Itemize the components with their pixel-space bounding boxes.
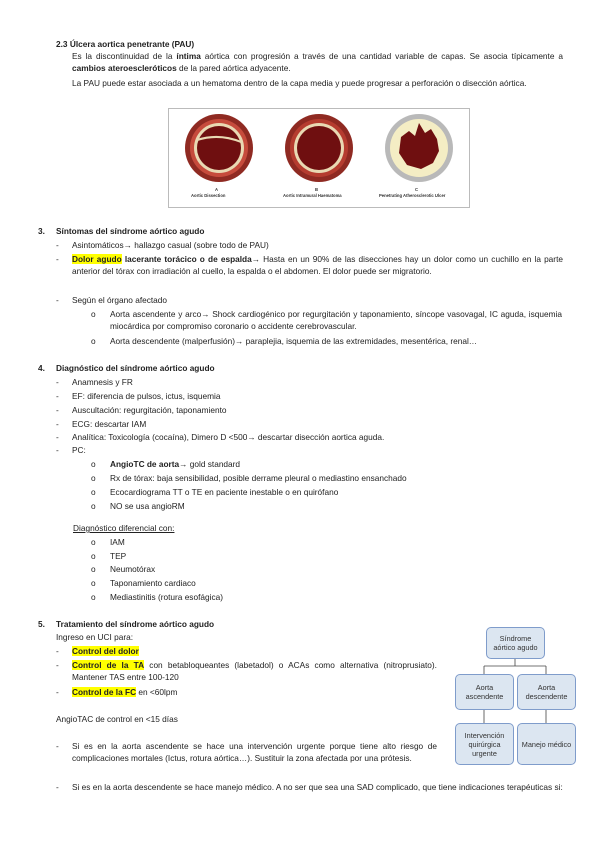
dash-marker: - — [56, 254, 59, 264]
intramural-haematoma-illustration — [285, 114, 353, 182]
diagnosis-item: Anamnesis y FR — [72, 377, 133, 387]
bullet-marker: o — [91, 551, 96, 561]
treatment-pain-control: Control del dolor — [72, 646, 139, 656]
pc-item-angiotc: AngioTC de aorta→ gold standard — [110, 459, 241, 469]
section-2-3-title: 2.3 Úlcera aortica penetrante (PAU) — [56, 39, 195, 49]
pau-definition: Es la discontinuidad de la íntima aórtica con progresión a través de una cantidad variable de capas. Se asocia típicamente a cambios ateroescleróticos de la pared aórtica adyacente. — [72, 51, 563, 74]
dash-marker: - — [56, 391, 59, 401]
figure-caption-dissection: Aortic Dissection — [191, 193, 226, 198]
dash-marker: - — [56, 741, 59, 751]
figure-label-b: B — [315, 187, 319, 192]
diagram-node-ascending: Aorta ascendente — [455, 674, 514, 710]
dash-marker: - — [56, 432, 59, 442]
diagram-node-descending: Aorta descendente — [517, 674, 576, 710]
differential-item: Taponamiento cardiaco — [110, 578, 196, 588]
penetrating-ulcer-illustration — [385, 114, 453, 182]
diagram-node-medical: Manejo médico — [517, 723, 576, 765]
dash-marker: - — [56, 377, 59, 387]
section-3-title: Síntomas del síndrome aórtico agudo — [56, 226, 205, 236]
uci-intro: Ingreso en UCI para: — [56, 632, 134, 642]
symptom-asymptomatic: Asintomáticos→ hallazgo casual (sobre todo de PAU) — [72, 240, 269, 250]
bullet-marker: o — [91, 487, 96, 497]
bullet-marker: o — [91, 578, 96, 588]
bullet-marker: o — [91, 537, 96, 547]
bullet-marker: o — [91, 336, 96, 346]
treatment-bp-control: Control de la TA con betabloqueantes (labetadol) o ACAs como alternativa (nitroprusiato). Mantener TAS entre 100-120 — [72, 660, 437, 683]
diagram-node-root: Síndrome aórtico agudo — [486, 627, 545, 659]
bullet-marker: o — [91, 309, 96, 319]
differential-item: Neumotórax — [110, 564, 156, 574]
differential-title: Diagnóstico diferencial con: — [73, 523, 175, 533]
bullet-marker: o — [91, 592, 96, 602]
pc-item: Ecocardiograma TT o TE en paciente inestable o en quirófano — [110, 487, 339, 497]
pc-item: NO se usa angioRM — [110, 501, 185, 511]
diagnosis-item: Analítica: Toxicología (cocaína), Dimero D <500→ descartar disección aortica aguda. — [72, 432, 385, 442]
dash-marker: - — [56, 646, 59, 656]
symptom-ascending: Aorta ascendente y arco→ Shock cardiogénico por regurgitación y taponamiento, síncope vasovagal, IC aguda, isquemia miocárdica por compromiso coronario o accidente cerebrovascular. — [110, 309, 562, 332]
diagnosis-item: Auscultación: regurgitación, taponamiento — [72, 405, 227, 415]
dash-marker: - — [56, 782, 59, 792]
pau-association: La PAU puede estar asociada a un hematoma dentro de la capa media y puede progresar a perforación o disección aórtica. — [72, 78, 527, 88]
figure-caption-haematoma: Aortic Intramural Haematoma — [283, 193, 342, 198]
figure-caption-ulcer: Penetrating Atherosclerotic Ulcer — [379, 193, 446, 198]
pc-item: Rx de tórax: baja sensibilidad, posible derrame pleural o mediastino ensanchado — [110, 473, 407, 483]
section-4-number: 4. — [38, 363, 45, 373]
dash-marker: - — [56, 295, 59, 305]
differential-item: TEP — [110, 551, 127, 561]
bullet-marker: o — [91, 501, 96, 511]
diagram-node-surgery: Intervención quirúrgica urgente — [455, 723, 514, 765]
section-4-title: Diagnóstico del síndrome aórtico agudo — [56, 363, 215, 373]
angiotac-control: AngioTAC de control en <15 días — [56, 714, 178, 724]
dash-marker: - — [56, 405, 59, 415]
aortic-syndromes-figure — [168, 108, 470, 208]
symptom-descending: Aorta descendente (malperfusión)→ paraplejia, isquemia de las extremidades, mesentérica, renal… — [110, 336, 478, 346]
dash-marker: - — [56, 419, 59, 429]
dash-marker: - — [56, 687, 59, 697]
dash-marker: - — [56, 240, 59, 250]
descending-management: Si es en la aorta descendente se hace manejo médico. A no ser que sea una SAD complicado, que tiene indicaciones terapéuticas si: — [72, 782, 563, 792]
bullet-marker: o — [91, 473, 96, 483]
figure-label-a: A — [215, 187, 219, 192]
symptom-pain: Dolor agudo lacerante torácico o de espalda→ Hasta en un 90% de las disecciones hay un dolor como un cuchillo en la parte anterior del tórax con irradiación al cuello, la espalda o el abdomen. El dolor puede ser migratorio. — [72, 254, 563, 277]
section-5-number: 5. — [38, 619, 45, 629]
section-5-title: Tratamiento del síndrome aórtico agudo — [56, 619, 215, 629]
differential-item: IAM — [110, 537, 125, 547]
diagnosis-item: PC: — [72, 445, 86, 455]
ascending-management: Si es en la aorta ascendente se hace una intervención urgente porque tiene alto riesgo de complicaciones mortales (Ictus, rotura aórtica…). Sustituir la zona afectada por una prótesis. — [72, 741, 437, 764]
differential-item: Mediastinitis (rotura esofágica) — [110, 592, 223, 602]
dash-marker: - — [56, 660, 59, 670]
treatment-hr-control: Control de la FC en <60lpm — [72, 687, 178, 697]
figure-label-c: C — [415, 187, 419, 192]
diagnosis-item: EF: diferencia de pulsos, ictus, isquemia — [72, 391, 221, 401]
diagnosis-item: ECG: descartar IAM — [72, 419, 147, 429]
symptom-by-organ: Según el órgano afectado — [72, 295, 168, 305]
dash-marker: - — [56, 445, 59, 455]
bullet-marker: o — [91, 564, 96, 574]
bullet-marker: o — [91, 459, 96, 469]
section-3-number: 3. — [38, 226, 45, 236]
aortic-dissection-illustration — [185, 114, 253, 182]
